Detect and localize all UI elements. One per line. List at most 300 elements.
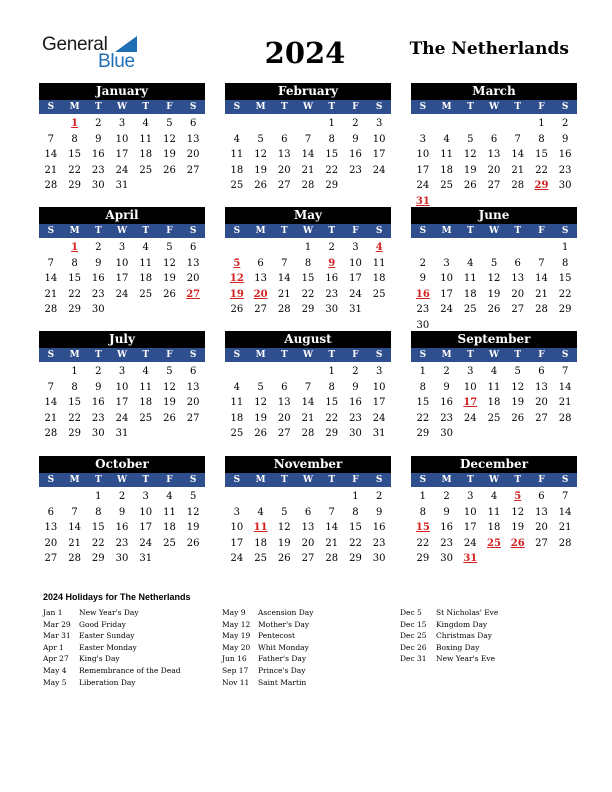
- day-cell: 15: [558, 273, 572, 284]
- day-cell: 10: [463, 381, 477, 393]
- week-row: [411, 380, 577, 396]
- weekday-label: M: [255, 475, 266, 485]
- empty-cell: [553, 426, 577, 442]
- weekday-header: [225, 224, 391, 238]
- weekday-label: T: [328, 226, 336, 236]
- week-row: [411, 256, 577, 272]
- day-cell: 11: [230, 149, 244, 160]
- empty-cell: [553, 551, 577, 567]
- week-row: [39, 411, 205, 427]
- weekday-label: W: [116, 102, 128, 112]
- day-cell: 19: [163, 273, 176, 284]
- day-cell: 18: [487, 522, 501, 533]
- weekday-label: F: [538, 226, 545, 236]
- day-cell: 8: [71, 257, 78, 269]
- weekday-header: [39, 348, 205, 362]
- week-row: [411, 178, 577, 194]
- empty-cell: [320, 489, 344, 505]
- day-cell: 13: [487, 149, 501, 160]
- weekday-header: [411, 224, 577, 238]
- day-cell: 19: [463, 164, 477, 176]
- day-cell: 25: [372, 288, 386, 300]
- month-title: May: [225, 207, 391, 224]
- holiday-day-cell: 25: [487, 537, 501, 549]
- week-row: [39, 302, 205, 318]
- day-cell: 22: [416, 537, 430, 549]
- week-row: [225, 302, 391, 318]
- weekday-label: W: [302, 102, 314, 112]
- day-cell: 23: [440, 537, 453, 549]
- day-cell: 5: [490, 257, 498, 269]
- day-cell: 27: [301, 553, 315, 564]
- day-cell: 7: [561, 491, 569, 502]
- holiday-day-cell: 17: [463, 397, 478, 408]
- holiday-date: May 20: [222, 642, 251, 652]
- day-cell: 25: [139, 288, 153, 300]
- day-cell: 10: [416, 149, 430, 160]
- day-cell: 17: [115, 273, 129, 284]
- country-title: The Netherlands: [409, 39, 569, 59]
- day-cell: 27: [254, 304, 267, 315]
- week-row: [225, 271, 391, 287]
- holiday-date: Apr 1: [43, 642, 64, 652]
- day-cell: 7: [538, 257, 545, 269]
- day-cell: 1: [328, 366, 335, 377]
- day-cell: 26: [163, 412, 176, 424]
- weekday-label: T: [466, 226, 474, 236]
- day-cell: 14: [301, 149, 315, 160]
- day-cell: 26: [186, 537, 200, 549]
- day-cell: 29: [68, 304, 81, 315]
- holiday-item: [222, 665, 313, 677]
- day-cell: 9: [443, 506, 450, 518]
- day-cell: 20: [511, 288, 525, 300]
- day-cell: 30: [325, 304, 339, 315]
- empty-cell: [181, 178, 205, 194]
- week-row: [411, 364, 577, 380]
- holiday-name: Kingdom Day: [436, 619, 488, 629]
- day-cell: 18: [139, 397, 153, 408]
- week-row: [225, 505, 391, 521]
- day-cell: 25: [163, 537, 176, 549]
- weekday-label: T: [280, 226, 288, 236]
- day-cell: 6: [189, 366, 197, 377]
- weekday-label: S: [419, 350, 427, 360]
- day-cell: 2: [375, 491, 383, 502]
- empty-cell: [411, 116, 435, 132]
- day-cell: 4: [142, 242, 149, 253]
- day-cell: 4: [443, 133, 450, 145]
- day-cell: 4: [467, 257, 474, 269]
- day-cell: 11: [487, 381, 501, 393]
- day-cell: 2: [352, 366, 359, 377]
- day-cell: 17: [416, 164, 430, 176]
- weekday-label: S: [419, 475, 427, 485]
- day-cell: 7: [47, 133, 55, 145]
- weekday-label: T: [514, 102, 522, 112]
- weekday-header: [225, 100, 391, 114]
- day-cell: 26: [511, 412, 525, 424]
- day-cell: 2: [95, 118, 102, 129]
- day-cell: 15: [68, 397, 81, 408]
- day-cell: 28: [558, 537, 572, 549]
- week-row: [39, 395, 205, 411]
- day-cell: 15: [91, 522, 105, 533]
- weekday-label: F: [166, 475, 173, 485]
- holiday-item: [400, 607, 498, 619]
- holiday-day-cell: 11: [253, 522, 268, 533]
- day-cell: 21: [511, 164, 525, 176]
- day-cell: 22: [558, 288, 572, 300]
- day-cell: 27: [277, 180, 291, 191]
- day-cell: 18: [487, 397, 501, 408]
- holiday-item: [222, 607, 313, 619]
- holiday-name: Father's Day: [258, 654, 307, 664]
- day-cell: 18: [254, 537, 267, 549]
- day-cell: 4: [233, 133, 241, 145]
- empty-cell: [296, 489, 320, 505]
- weekday-label: S: [47, 102, 55, 112]
- week-row: [39, 147, 205, 163]
- day-cell: 3: [419, 133, 427, 145]
- empty-cell: [225, 240, 249, 256]
- day-cell: 16: [325, 273, 339, 284]
- day-cell: 23: [325, 288, 339, 300]
- weekday-label: T: [328, 350, 336, 360]
- empty-cell: [134, 302, 158, 318]
- day-cell: 13: [186, 381, 200, 393]
- holiday-date: Nov 11: [222, 677, 250, 687]
- weekday-header: [225, 473, 391, 487]
- holiday-date: Dec 15: [400, 619, 427, 629]
- weekday-label: S: [233, 102, 241, 112]
- holiday-date: Dec 5: [400, 608, 422, 617]
- day-cell: 3: [118, 118, 126, 129]
- holiday-date: May 4: [43, 665, 67, 675]
- day-cell: 8: [71, 133, 78, 145]
- day-cell: 6: [281, 381, 288, 393]
- empty-cell: [482, 426, 506, 442]
- day-cell: 20: [487, 164, 501, 176]
- day-cell: 24: [463, 412, 477, 424]
- day-cell: 8: [95, 506, 102, 518]
- holiday-day-cell: 4: [375, 242, 383, 253]
- weekday-label: T: [94, 475, 102, 485]
- day-cell: 27: [535, 537, 548, 549]
- day-cell: 14: [44, 149, 58, 160]
- holiday-date: Mar 29: [43, 619, 71, 629]
- day-cell: 17: [372, 397, 386, 408]
- holiday-name: Whit Monday: [258, 642, 309, 652]
- day-cell: 12: [487, 273, 501, 284]
- week-row: [411, 287, 577, 303]
- day-cell: 14: [44, 397, 58, 408]
- weekday-label: T: [328, 475, 336, 485]
- week-row: [39, 536, 205, 552]
- month-title: November: [225, 456, 391, 473]
- day-cell: 23: [349, 412, 362, 424]
- holiday-day-cell: 20: [253, 288, 268, 300]
- empty-cell: [134, 426, 158, 442]
- day-cell: 28: [68, 553, 81, 564]
- day-cell: 29: [349, 553, 362, 564]
- weekday-label: W: [488, 102, 500, 112]
- day-cell: 3: [375, 118, 383, 129]
- day-cell: 28: [558, 412, 572, 424]
- day-cell: 22: [535, 164, 548, 176]
- day-cell: 11: [463, 273, 477, 284]
- weekday-label: T: [466, 102, 474, 112]
- weekday-label: F: [352, 102, 359, 112]
- day-cell: 30: [349, 428, 362, 439]
- day-cell: 2: [419, 257, 427, 269]
- day-cell: 29: [558, 304, 572, 315]
- holiday-date: May 19: [222, 631, 251, 641]
- day-cell: 19: [511, 522, 525, 533]
- weekday-label: T: [142, 350, 150, 360]
- day-cell: 14: [558, 381, 572, 393]
- day-cell: 9: [95, 133, 102, 145]
- day-cell: 27: [186, 164, 200, 176]
- week-row: [225, 240, 391, 256]
- day-cell: 9: [443, 381, 450, 393]
- day-cell: 9: [352, 133, 359, 145]
- week-row: [411, 489, 577, 505]
- week-row: [411, 271, 577, 287]
- weekday-header: [411, 348, 577, 362]
- weekday-label: F: [166, 350, 173, 360]
- page-title-year: 2024: [264, 36, 346, 70]
- week-row: [39, 256, 205, 272]
- weekday-label: F: [352, 475, 359, 485]
- logo: [42, 34, 142, 74]
- day-cell: 20: [301, 537, 315, 549]
- day-cell: 10: [372, 381, 386, 393]
- day-cell: 29: [301, 304, 315, 315]
- empty-cell: [225, 489, 249, 505]
- week-row: [225, 395, 391, 411]
- day-cell: 16: [91, 149, 105, 160]
- week-row: [411, 147, 577, 163]
- day-cell: 18: [463, 288, 477, 300]
- holiday-name: Prince's Day: [258, 665, 306, 675]
- day-cell: 7: [47, 257, 55, 269]
- day-cell: 13: [277, 397, 291, 408]
- day-cell: 31: [372, 428, 386, 439]
- week-row: [411, 426, 577, 442]
- empty-cell: [506, 551, 530, 567]
- week-row: [225, 520, 391, 536]
- day-cell: 19: [163, 397, 176, 408]
- day-cell: 3: [352, 242, 359, 253]
- weekday-label: S: [189, 102, 197, 112]
- month-title: December: [411, 456, 577, 473]
- holiday-day-cell: 5: [233, 257, 241, 269]
- week-row: [411, 505, 577, 521]
- holiday-column: [400, 607, 498, 665]
- day-cell: 3: [142, 491, 149, 502]
- day-cell: 3: [118, 366, 126, 377]
- day-cell: 27: [277, 428, 291, 439]
- empty-cell: [158, 178, 182, 194]
- day-cell: 4: [233, 381, 241, 393]
- weekday-header: [39, 100, 205, 114]
- day-cell: 19: [254, 412, 267, 424]
- empty-cell: [272, 116, 296, 132]
- weekday-label: S: [561, 350, 569, 360]
- day-cell: 16: [349, 149, 362, 160]
- week-row: [411, 240, 577, 256]
- day-cell: 4: [166, 491, 173, 502]
- holiday-item: [43, 677, 181, 689]
- week-row: [39, 364, 205, 380]
- day-cell: 21: [44, 164, 58, 176]
- empty-cell: [482, 116, 506, 132]
- holiday-name: New Year's Eve: [436, 654, 496, 664]
- day-cell: 23: [349, 164, 362, 176]
- weekday-label: T: [514, 226, 522, 236]
- day-cell: 18: [139, 149, 153, 160]
- month-august: [225, 331, 391, 442]
- day-cell: 2: [443, 366, 450, 377]
- holiday-item: [222, 653, 313, 665]
- day-cell: 14: [44, 273, 58, 284]
- day-cell: 8: [419, 381, 427, 393]
- holiday-day-cell: 1: [71, 118, 79, 129]
- holiday-column: [222, 607, 313, 688]
- day-cell: 9: [419, 273, 427, 284]
- weekday-label: S: [375, 226, 383, 236]
- empty-cell: [482, 551, 506, 567]
- weekday-label: T: [328, 102, 336, 112]
- day-cell: 5: [166, 118, 173, 129]
- day-cell: 15: [68, 273, 81, 284]
- day-cell: 16: [115, 522, 129, 533]
- month-title: June: [411, 207, 577, 224]
- weekday-label: W: [116, 475, 128, 485]
- day-cell: 29: [325, 428, 339, 439]
- day-cell: 28: [44, 180, 58, 191]
- day-cell: 17: [440, 288, 453, 300]
- empty-cell: [249, 240, 273, 256]
- day-cell: 1: [304, 242, 312, 253]
- empty-cell: [411, 240, 435, 256]
- day-cell: 19: [254, 164, 267, 176]
- weekday-label: S: [233, 475, 241, 485]
- day-cell: 30: [115, 553, 129, 564]
- day-cell: 16: [91, 273, 105, 284]
- day-cell: 26: [254, 180, 267, 191]
- day-cell: 13: [301, 522, 315, 533]
- day-cell: 26: [463, 180, 477, 191]
- weekday-label: F: [538, 102, 545, 112]
- weekday-label: T: [280, 102, 288, 112]
- day-cell: 2: [95, 366, 102, 377]
- weekday-label: S: [189, 226, 197, 236]
- empty-cell: [158, 426, 182, 442]
- weekday-label: S: [233, 350, 241, 360]
- week-row: [411, 551, 577, 567]
- empty-cell: [249, 116, 273, 132]
- holiday-date: May 9: [222, 608, 246, 617]
- day-cell: 30: [440, 553, 453, 564]
- day-cell: 11: [440, 149, 453, 160]
- day-cell: 6: [47, 506, 55, 518]
- day-cell: 21: [325, 537, 339, 549]
- empty-cell: [225, 364, 249, 380]
- day-cell: 17: [372, 149, 386, 160]
- weekday-label: T: [94, 102, 102, 112]
- day-cell: 27: [186, 412, 200, 424]
- holiday-item: [43, 619, 181, 631]
- week-row: [225, 132, 391, 148]
- day-cell: 19: [186, 522, 200, 533]
- weekday-label: S: [561, 226, 569, 236]
- day-cell: 6: [514, 257, 521, 269]
- empty-cell: [158, 302, 182, 318]
- day-cell: 18: [139, 273, 153, 284]
- day-cell: 21: [44, 288, 58, 300]
- day-cell: 28: [44, 428, 58, 439]
- week-row: [225, 147, 391, 163]
- day-cell: 24: [416, 180, 430, 191]
- day-cell: 11: [139, 133, 153, 145]
- weekday-label: T: [142, 102, 150, 112]
- empty-cell: [506, 240, 530, 256]
- week-row: [39, 551, 205, 567]
- day-cell: 11: [230, 397, 244, 408]
- day-cell: 19: [277, 537, 291, 549]
- day-cell: 2: [95, 242, 102, 253]
- day-cell: 24: [139, 537, 153, 549]
- month-january: [39, 83, 205, 194]
- month-title: January: [39, 83, 205, 100]
- day-cell: 4: [490, 491, 498, 502]
- weekday-label: S: [561, 475, 569, 485]
- day-cell: 15: [349, 522, 362, 533]
- day-cell: 22: [301, 288, 315, 300]
- day-cell: 6: [281, 133, 288, 145]
- day-cell: 20: [277, 412, 291, 424]
- day-cell: 30: [91, 180, 105, 191]
- weekday-header: [39, 473, 205, 487]
- day-cell: 4: [257, 506, 264, 518]
- day-cell: 8: [352, 506, 359, 518]
- day-cell: 11: [163, 506, 176, 518]
- day-cell: 9: [118, 506, 126, 518]
- day-cell: 7: [71, 506, 78, 518]
- day-cell: 24: [115, 164, 129, 176]
- empty-cell: [435, 116, 459, 132]
- day-cell: 22: [68, 164, 81, 176]
- week-row: [39, 505, 205, 521]
- empty-cell: [530, 551, 554, 567]
- day-cell: 18: [163, 522, 176, 533]
- day-cell: 15: [325, 149, 339, 160]
- empty-cell: [39, 240, 63, 256]
- day-cell: 30: [372, 553, 386, 564]
- weekday-label: T: [142, 226, 150, 236]
- day-cell: 18: [440, 164, 453, 176]
- day-cell: 9: [95, 257, 102, 269]
- day-cell: 28: [44, 304, 58, 315]
- holiday-day-cell: 15: [415, 522, 430, 533]
- holiday-name: Easter Monday: [79, 642, 137, 652]
- day-cell: 11: [139, 257, 153, 269]
- day-cell: 8: [71, 381, 78, 393]
- weekday-label: T: [466, 350, 474, 360]
- weekday-label: T: [94, 226, 102, 236]
